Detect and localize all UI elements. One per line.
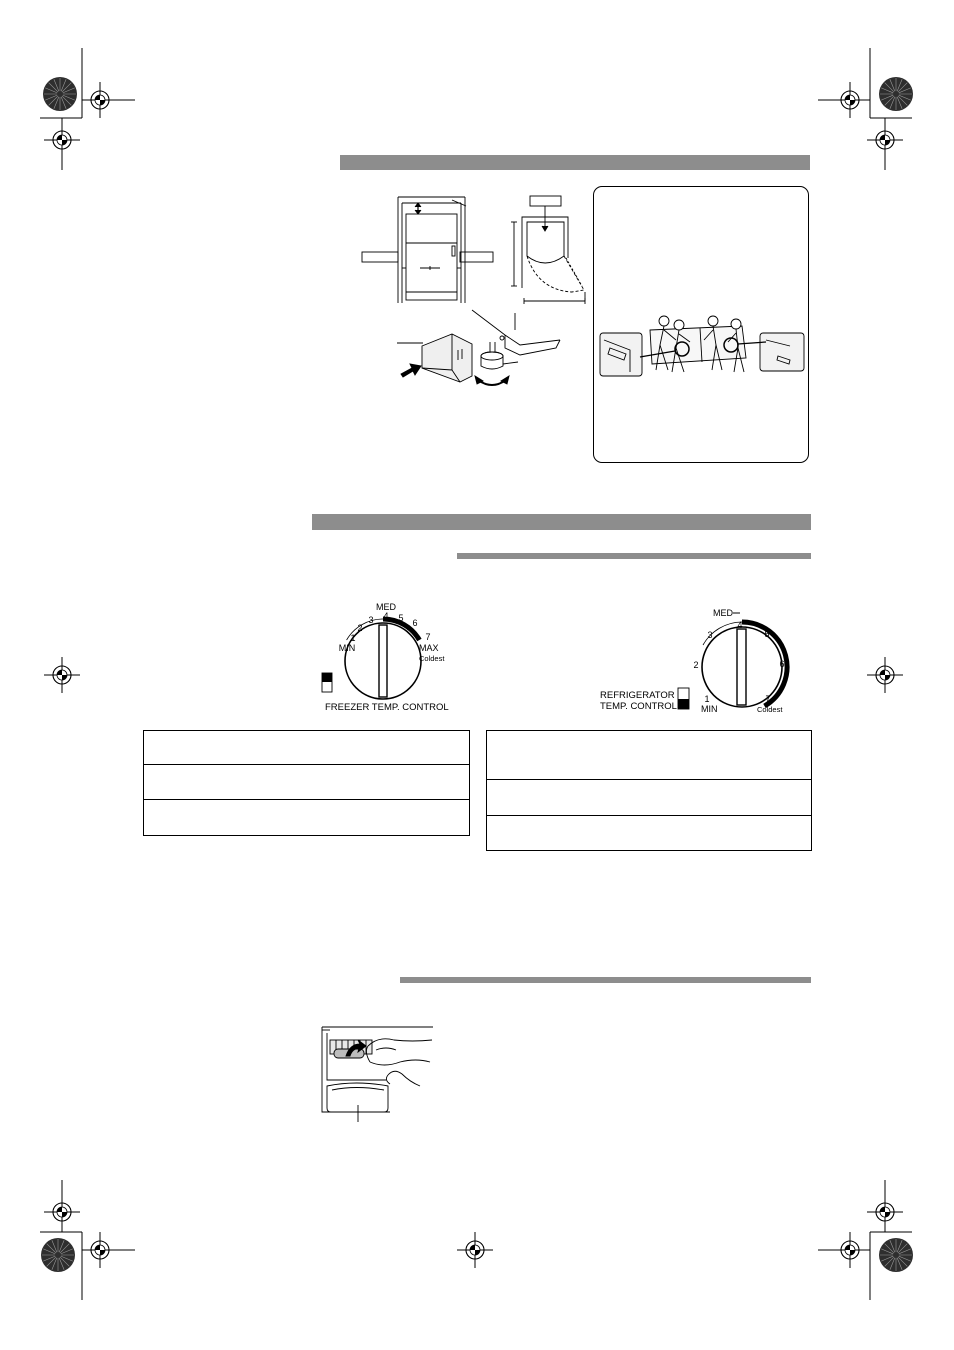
leveling-foot: [481, 342, 518, 369]
registration-mark-icon: [867, 122, 903, 158]
refrigerator-temp-control: [600, 608, 787, 714]
refrigerator-control-caption: REFRIGERATOR: [600, 690, 675, 701]
dial-number: 6: [779, 659, 785, 669]
dial-label-med: MED: [713, 608, 733, 618]
dial-number: 3: [368, 615, 374, 625]
clearance-front-diagram: [362, 197, 493, 303]
color-target-icon: [43, 77, 77, 111]
dial-label-coldest: Coldest: [419, 654, 445, 663]
handle-detail-inset: [600, 333, 642, 376]
drawer: [327, 1083, 388, 1112]
registration-mark-icon: [44, 657, 80, 693]
refrigerator-dial-grip[interactable]: [737, 629, 746, 705]
handle-detail-inset: [760, 333, 804, 371]
dial-number: 6: [412, 618, 418, 628]
refrigerator-outline: [406, 214, 457, 300]
dial-label-max: MAX: [419, 643, 439, 653]
dial-label-coldest: Coldest: [757, 705, 783, 714]
registration-mark-icon: [867, 1194, 903, 1230]
registration-mark-icon: [867, 657, 903, 693]
dimension-label-box: [362, 252, 398, 262]
dial-label-med: MED: [376, 602, 396, 612]
refrigerator-control-caption: TEMP. CONTROL: [600, 701, 677, 712]
leveling-foot-diagram: [397, 310, 560, 385]
dial-number: 5: [398, 613, 404, 623]
dial-number: 7: [425, 632, 431, 642]
dial-number: 7: [765, 694, 771, 704]
dial-number: 4: [383, 611, 389, 621]
base-grille-cover: [422, 334, 472, 382]
registration-mark-icon: [832, 1232, 868, 1268]
freezer-temp-control: [322, 602, 449, 713]
freezer-control-caption: FREEZER TEMP. CONTROL: [325, 702, 449, 713]
dimension-label-box: [530, 196, 561, 206]
freezer-dial-grip[interactable]: [379, 625, 387, 697]
door-clearance-diagram: [511, 196, 585, 304]
color-target-icon: [879, 77, 913, 111]
hand-illustration: [366, 1039, 432, 1086]
dial-number: 2: [693, 660, 699, 670]
registration-mark-icon: [832, 82, 868, 118]
moving-refrigerator-illustration: [600, 316, 804, 376]
dial-number: 2: [357, 623, 363, 633]
dial-number: 1: [350, 633, 356, 643]
registration-mark-icon: [82, 82, 118, 118]
dial-number: 3: [707, 630, 713, 640]
registration-mark-icon: [82, 1232, 118, 1268]
dial-label-min: MIN: [338, 643, 356, 653]
color-target-icon: [879, 1238, 913, 1272]
registration-mark-icon: [457, 1232, 493, 1268]
dial-number: 1: [704, 694, 710, 704]
color-target-icon: [41, 1238, 75, 1272]
ice-tray-illustration: [322, 1027, 433, 1122]
registration-mark-icon: [44, 1194, 80, 1230]
dial-label-min: MIN: [701, 704, 718, 714]
dial-number: 5: [764, 629, 770, 639]
dial-number: 4: [737, 620, 743, 630]
registration-mark-icon: [44, 122, 80, 158]
arrow-icon: [401, 364, 421, 377]
